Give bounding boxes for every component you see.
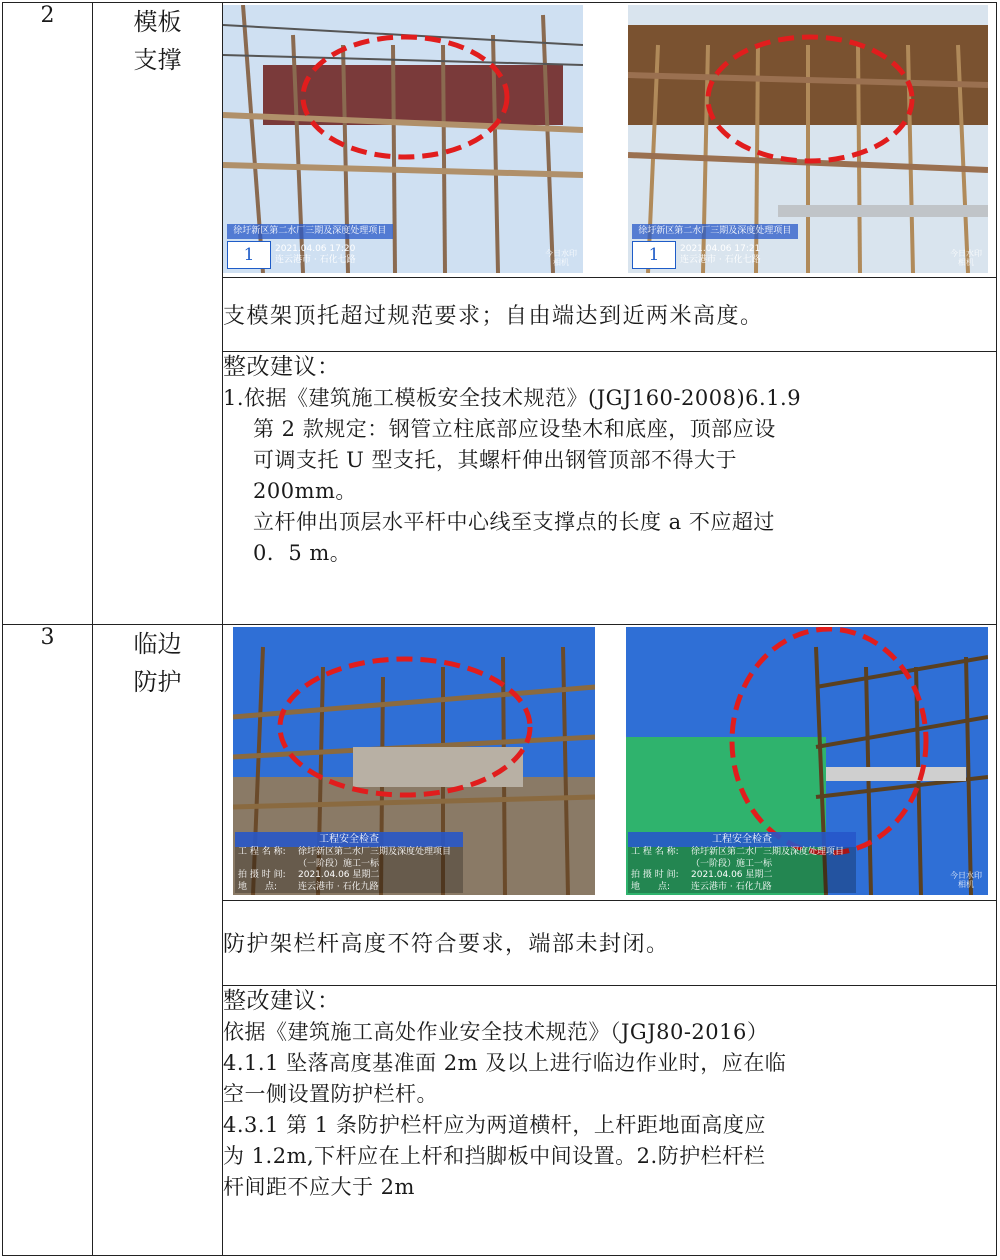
rectification-advice — [223, 352, 997, 625]
photo-cell — [223, 3, 997, 278]
advice-line: 依据《建筑施工高处作业安全技术规范》（JGJ80-2016） — [223, 1019, 769, 1044]
advice-line: 4.1.1 坠落高度基准面 2m 及以上进行临边作业时，应在临 — [223, 1050, 787, 1075]
stamp-place: 连云港市 · 石化七路 — [680, 255, 761, 265]
stamp-time: 2021.04.06 17:20 — [275, 244, 356, 254]
card-header: 工程安全检查 — [235, 832, 463, 848]
issue-description: 支模架顶托超过规范要求；自由端达到近两米高度。 — [223, 278, 997, 352]
site-photo — [626, 627, 988, 895]
category-cell — [93, 625, 223, 1256]
photo-cell — [223, 625, 997, 900]
row-3-photos — [3, 625, 997, 900]
photo-stamp — [632, 224, 798, 269]
watermark-text: 今日水印 — [950, 249, 982, 258]
watermark-text: 相机 — [958, 880, 974, 890]
card-value: 2021.04.06 星期二 — [298, 870, 380, 881]
advice-line: 200mm。 — [253, 479, 357, 504]
advice-line: 为 1.2m,下杆应在上杆和挡脚板中间设置。2.防护栏杆栏 — [223, 1143, 766, 1168]
category-line: 临边 — [133, 630, 182, 659]
site-photo — [628, 5, 988, 273]
rectification-advice — [223, 985, 997, 1255]
card-key: 地 点: — [238, 881, 278, 892]
stamp-project: 徐圩新区第二水厂三期及深度处理项目 — [227, 224, 393, 239]
stamp-place: 连云港市 · 石化七路 — [275, 255, 356, 265]
inspection-table — [2, 2, 997, 1256]
card-key: 工 程 名 称: — [631, 847, 679, 858]
site-photo — [223, 5, 583, 273]
watermark-text: 今日水印 — [950, 871, 982, 881]
advice-title: 整改建议： — [223, 354, 341, 381]
card-key: 拍 摄 时 间: — [238, 870, 286, 881]
advice-line: 可调支托 U 型支托，其螺杆伸出钢管顶部不得大于 — [253, 448, 738, 473]
advice-line: 立杆伸出顶层水平杆中心线至支撑点的长度 a 不应超过 — [253, 510, 775, 535]
advice-line: 1.依据《建筑施工模板安全技术规范》(JGJ160-2008)6.1.9 — [223, 386, 802, 411]
card-header: 工程安全检查 — [628, 832, 856, 848]
advice-line: 第 2 款规定：钢管立柱底部应设垫木和底座，顶部应设 — [253, 417, 776, 442]
photo-stamp — [227, 224, 393, 269]
watermark-text: 今日水印 — [545, 249, 577, 258]
advice-line: 4.3.1 第 1 条防护栏杆应为两道横杆，上杆距地面高度应 — [223, 1112, 766, 1137]
card-value: 连云港市 · 石化九路 — [691, 881, 772, 892]
category-cell — [93, 3, 223, 625]
watermark — [950, 871, 982, 889]
inspection-card — [628, 832, 856, 894]
row-number: 2 — [3, 3, 93, 625]
card-value: 连云港市 · 石化九路 — [298, 881, 379, 892]
advice-line: 杆间距不应大于 2m — [223, 1174, 415, 1199]
row-2-photos — [3, 3, 997, 278]
card-key: 工 程 名 称: — [238, 847, 286, 858]
category-line: 模板 — [133, 8, 182, 36]
card-value: 2021.04.06 星期二 — [691, 870, 773, 881]
category-line: 防护 — [133, 668, 182, 697]
watermark — [950, 249, 982, 267]
photo-badge: 1 — [227, 241, 271, 269]
advice-title: 整改建议： — [223, 987, 341, 1014]
watermark — [545, 249, 577, 267]
stamp-project: 徐圩新区第二水厂三期及深度处理项目 — [632, 224, 798, 239]
inspection-card — [235, 832, 463, 894]
watermark-text: 相机 — [958, 258, 974, 267]
stamp-time: 2021.04.06 17:21 — [680, 244, 761, 254]
site-photo — [233, 627, 595, 895]
advice-line: 空一侧设置防护栏杆。 — [223, 1081, 438, 1106]
card-key: 拍 摄 时 间: — [631, 870, 679, 881]
photo-badge: 1 — [632, 241, 676, 269]
advice-line: 0．5 m。 — [253, 541, 352, 566]
issue-description: 防护架栏杆高度不符合要求，端部未封闭。 — [223, 900, 997, 985]
card-value: 徐圩新区第二水厂三期及深度处理项目（一阶段）施工一标 — [298, 847, 452, 869]
category-line: 支撑 — [133, 46, 182, 74]
card-key: 地 点: — [631, 881, 671, 892]
row-number: 3 — [3, 625, 93, 1256]
card-value: 徐圩新区第二水厂三期及深度处理项目（一阶段）施工一标 — [691, 847, 845, 869]
watermark-text: 相机 — [553, 258, 569, 267]
